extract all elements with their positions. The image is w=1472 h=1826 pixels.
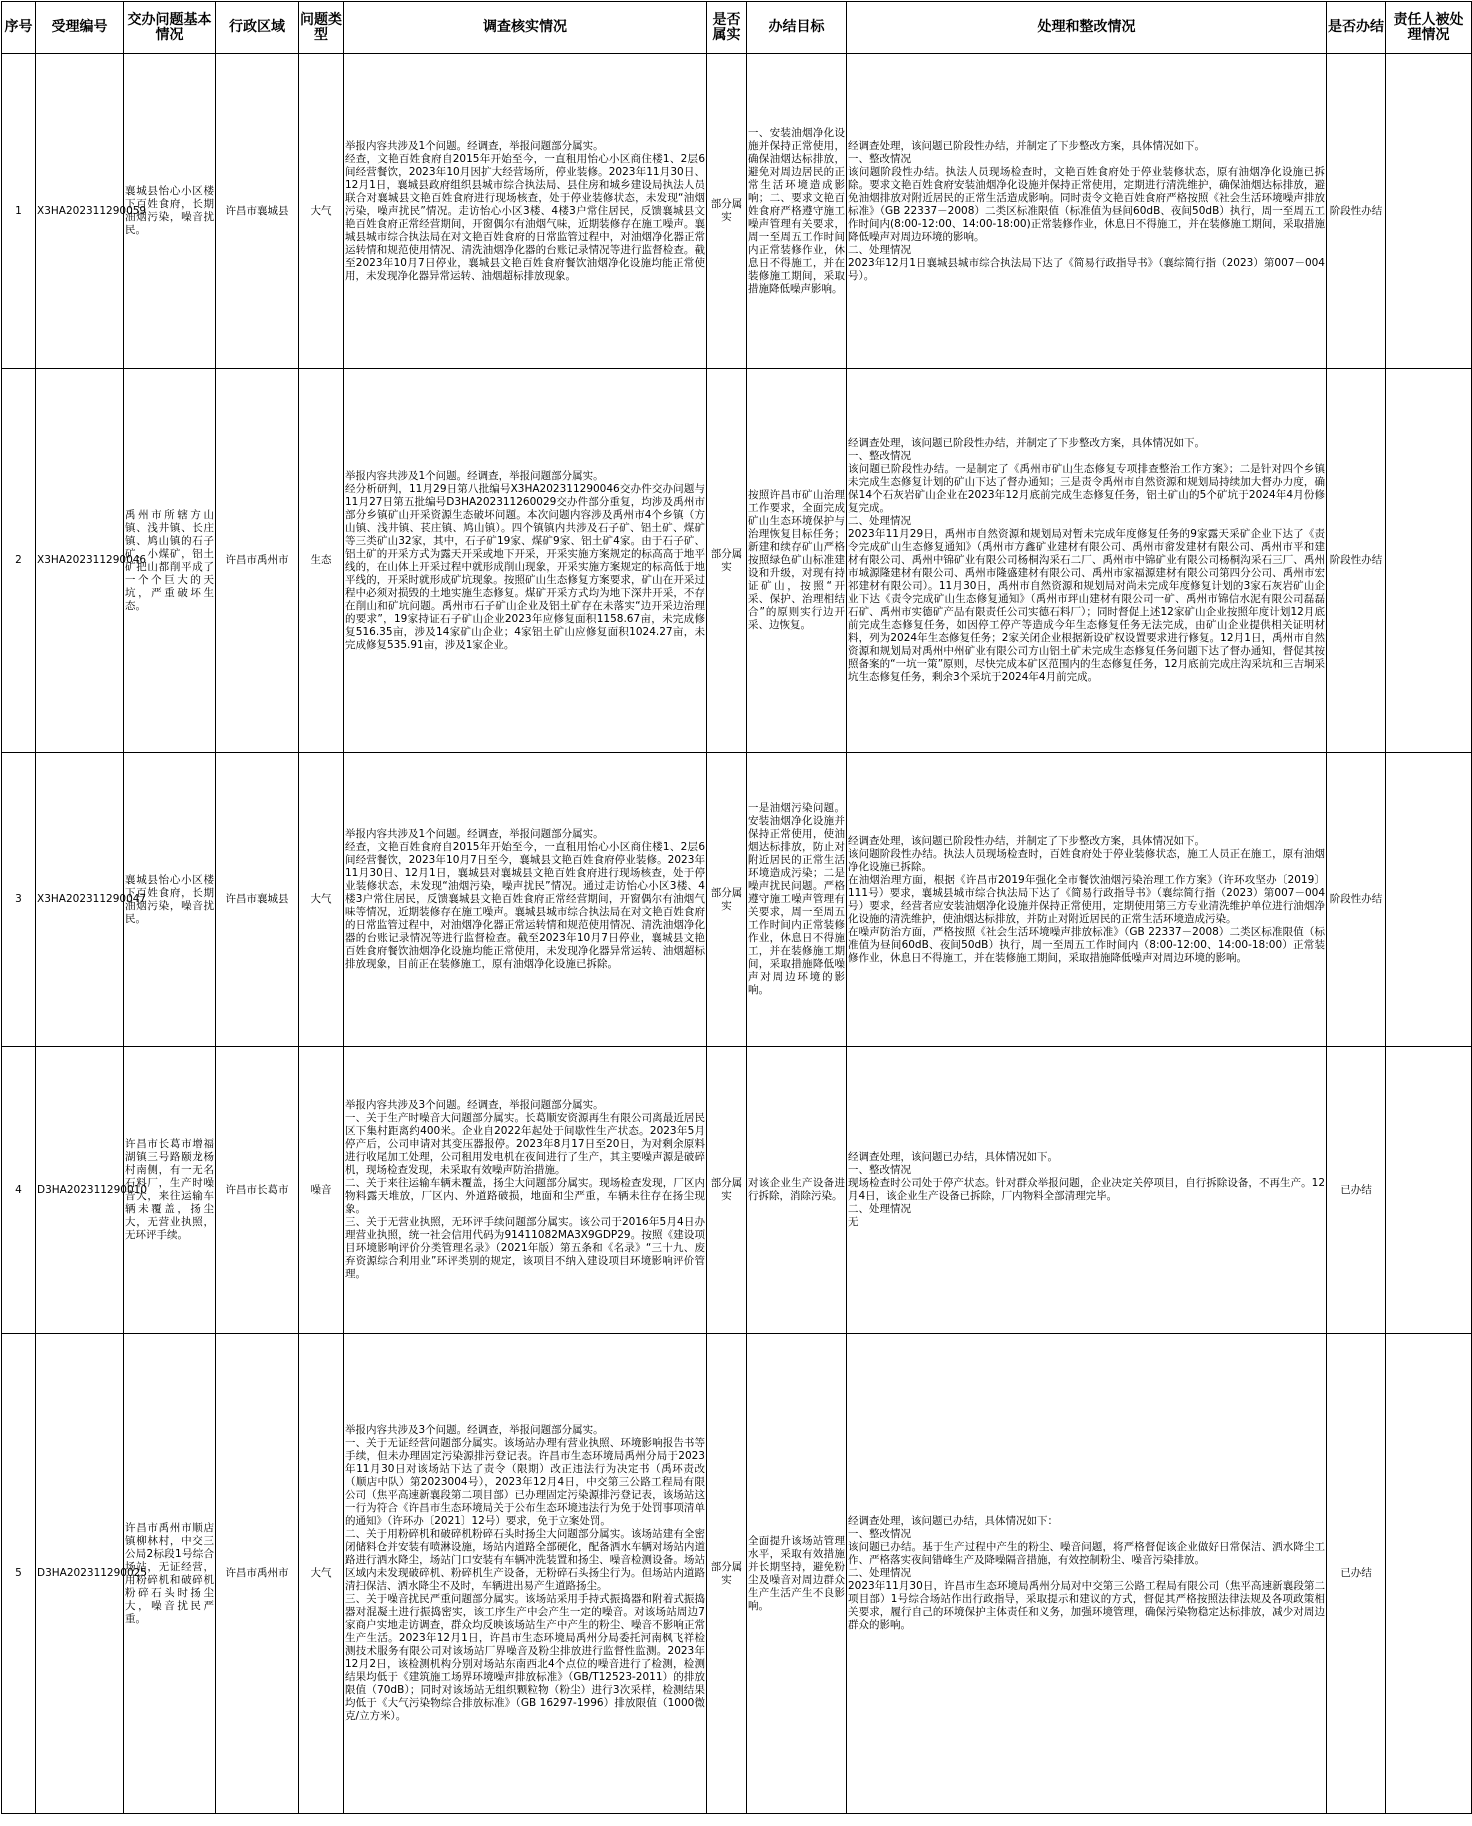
header-region: 行政区域 — [216, 2, 299, 54]
paragraph: 举报内容共涉及3个问题。经调查，举报问题部分属实。 — [345, 1099, 604, 1111]
paragraph: 该问题已阶段性办结。一是制定了《禹州市矿山生态修复专项排查整治工作方案》；二是针对四个乡镇未完成生态修复计划的矿山下达了督办通知；三是责令禹州市自然资源和规划局持续加大督办力度，确保14个石灰岩矿山企业在2023年12月底前完成生态修复任务，铝土矿山的5个矿坑于2024年4月份修复完成。 — [848, 463, 1325, 514]
paragraph: 经调查处理，该问题已办结，具体情况如下。 — [848, 1151, 1058, 1163]
paragraph: 一、关于无证经营问题部分属实。该场站办理有营业执照、环境影响报告书等手续，但未办理固定污染源排污登记表。许昌市生态环境局禹州分局于2023年11月30日对该场站下达了责令（限期）改正违法行为决定书（禹环责改（顺店中队）第2023004号），2023年12月4日，中交第三公路工程局有限公司（焦平高速新襄段第二项目部）已办理固定污染源排污登记表，该场站这一行为符合《许昌市生态环境局关于公布生态环境违法行为免于处罚事项清单的通知》（许环办〔2021〕12号）要求，免于立案处罚。 — [345, 1437, 705, 1527]
row-region: 许昌市襄城县 — [216, 753, 299, 1047]
row-done: 阶段性办结 — [1327, 54, 1386, 369]
paragraph: 2023年11月29日，禹州市自然资源和规划局对暂未完成年度修复任务的9家露天采矿企业下达了《责令完成矿山生态修复通知》（禹州市方鑫矿业建材有限公司、禹州市畲发建材有限公司、禹州市平和建材有限公司、禹州中锦矿业有限公司杨桐沟采石二厂、禹州市中锦矿业有限公司杨桐沟采石三厂、禹州市城源隆建材有限公司、禹州市隆盛建材有限公司、禹州市家福源建材有限公司第四分公司、禹州市宏祁建材有限公司）。11月30日，禹州市自然资源和规划局对尚未完成年度修复计划的3家石灰岩矿山企业下达《责令完成矿山生态修复通知》（禹州市玶山建材有限公司一矿、禹州市锦信水泥有限公司磊磊石矿、禹州市实德矿产品有限责任公司实德石料厂）；同时督促上述12家矿山企业按照年度计划12月底前完成生态修复任务，如因停工停产等造成今年生态修复任务无法完成，由矿山企业提供相关证明材料，列为2024年生态修复任务；2家关闭企业根据新设矿权设置要求进行修复。12月1日，禹州市自然资源和规划局对禹州中州矿业有限公司方山铝土矿未完成生态修复任务问题下达了督办通知，督促其按照备案的“一坑一策”原则，尽快完成本矿区范围内的生态修复任务，12月底前完成庄沟采坑和三吉垌采坑生态修复任务，剩余3个采坑于2024年4月前完成。 — [848, 528, 1325, 683]
row-type: 大气 — [299, 1334, 344, 1814]
row-issue: 襄城县怡心小区楼下百姓食府，长期油烟污染，噪音扰民。 — [124, 753, 216, 1047]
row-number: 2 — [2, 369, 36, 753]
row-resp — [1386, 54, 1472, 369]
paragraph: 该问题已办结。基于生产过程中产生的粉尘、噪音问题，将严格督促该企业做好日常保洁、洒水降尘工作、严格落实夜间错峰生产及降噪隔音措施，有效控制粉尘、噪音污染排放。 — [848, 1541, 1325, 1566]
row-handling — [847, 1047, 1327, 1334]
paragraph: 一、整改情况 — [848, 152, 911, 165]
row-code: X3HA202311290046 — [36, 369, 124, 753]
paragraph: 经查，文艳百姓食府自2015年开始至今，一直租用怡心小区商住楼1、2层6间经营餐饮，2023年10月7日至今，襄城县文艳百姓食府停业装修。2023年11月30日、12月1日，襄城县对襄城县文艳百姓食府进行现场核查，处于停业装修状态，未发现“油烟污染，噪声扰民”情况。通过走访怡心小区3楼、4楼3户常住居民，反馈襄城县文艳百姓食府正常经营期间，开窗偶尔有油烟气味等情况，近期装修存在施工噪声。襄城县城市综合执法局在对文艳百姓食府的日常监管过程中，对油烟净化器正常运转情和规范使用情况、清洗油烟净化器的台账记录情况等进行监督检查。截至2023年10月7日停业，襄城县文艳百姓食府餐饮油烟净化设施均能正常使用，未发现净化器异常运转、油烟超标排放现象，目前正在装修施工，原有油烟净化设施已拆除。 — [345, 841, 705, 970]
row-true: 部分属实 — [707, 1047, 747, 1334]
paragraph: 举报内容共涉及1个问题。经调查，举报问题部分属实。 — [345, 828, 604, 840]
paragraph: 在噪声防治方面，严格按照《社会生活环境噪声排放标准》（GB 22337－2008）二类区标准限值（标准值为昼间60dB、夜间50dB）执行，周一至周五工作时间内（8:00-12:00、14:00-18:00）正常装修作业，休息日不得施工，并在装修施工期间，采取措施降低噪声对周边环境的影响。 — [848, 925, 1325, 964]
paragraph: 经查，文艳百姓食府自2015年开始至今，一直租用怡心小区商住楼1、2层6间经营餐饮，2023年10月因扩大经营场所，停业装修。2023年11月30日、12月1日，襄城县政府组织县城市综合执法局、县住房和城乡建设局执法人员联合对襄城县文艳百姓食府进行现场核查，处于停业装修状态，未发现“油烟污染，噪声扰民”情况。走访怡心小区3楼、4楼3户常住居民，反馈襄城县文艳百姓食府正常经营期间，开窗偶尔有油烟气味，近期装修存在施工噪声。襄城县城市综合执法局在对文艳百姓食府的日常监管过程中，对油烟净化器正常运转情和规范使用情况、清洗油烟净化器的台账记录情况等进行监督检查。截至2023年10月7日停业，襄城县文艳百姓食府餐饮油烟净化设施均能正常使用，未发现净化器异常运转、油烟超标排放现象。 — [345, 152, 705, 282]
header-no: 序号 — [2, 2, 36, 54]
row-goal: 全面提升该场站管理水平，采取有效措施并长期坚持，避免粉尘及噪音对周边群众生产生活产生不良影响。 — [747, 1334, 847, 1814]
row-resp — [1386, 753, 1472, 1047]
paragraph: 二、关于用粉碎机和破碎机粉碎石头时扬尘大问题部分属实。该场站建有全密闭储料仓并安装有喷淋设施，场站内道路全部硬化，配备洒水车辆对场站内道路进行洒水降尘，场站门口安装有车辆冲洗装置和扬尘、噪音检测设备。场站区域内未发现破碎机、粉碎机生产设备，无粉碎石头扬尘行为。但场站内道路清扫保洁、洒水降尘不及时，车辆进出易产生道路扬尘。 — [345, 1528, 705, 1592]
paragraph: 2023年12月1日襄城县城市综合执法局下达了《简易行政指导书》（襄综简行指（2023）第007－004号）。 — [848, 256, 1325, 282]
header-goal: 办结目标 — [747, 2, 847, 54]
row-true: 部分属实 — [707, 54, 747, 369]
row-investigation — [344, 753, 707, 1047]
header-investigation: 调查核实情况 — [344, 2, 707, 54]
row-number: 4 — [2, 1047, 36, 1334]
row-type: 噪音 — [299, 1047, 344, 1334]
row-handling — [847, 369, 1327, 753]
row-issue: 襄城县怡心小区楼下百姓食府，长期油烟污染，噪音扰民。 — [124, 54, 216, 369]
row-handling — [847, 1334, 1327, 1814]
row-done: 阶段性办结 — [1327, 369, 1386, 753]
table-row — [2, 1047, 1472, 1334]
row-region: 许昌市长葛市 — [216, 1047, 299, 1334]
paragraph: 二、关于来往运输车辆未覆盖，扬尘大问题部分属实。现场检查发现，厂区内物料露天堆放，厂区内、外道路破损，地面和尘严重，车辆未往存在扬尘现象。 — [345, 1177, 705, 1215]
row-issue: 禹州市所辖方山镇、浅井镇、长庄镇、鸠山镇的石子矿、小煤矿，铝土矿把山都削平成了一个个巨大的天坑，严重破坏生态。 — [124, 369, 216, 753]
paragraph: 该问题阶段性办结。执法人员现场检查时，百姓食府处于停业装修状态，施工人员正在施工，原有油烟净化设施已拆除。 — [848, 847, 1325, 873]
row-goal: 一、安装油烟净化设施并保持正常使用，确保油烟达标排放，避免对周边居民的正常生活环境造成影响；二、要求文艳百姓食府严格遵守施工噪声管理有关要求，周一至周五工作时间内正常装修作业，休息日不得施工，并在装修施工期间，采取措施降低噪声影响。 — [747, 54, 847, 369]
row-region: 许昌市禹州市 — [216, 369, 299, 753]
header-row — [2, 2, 1472, 54]
row-goal: 按照许昌市矿山治理工作要求，全面完成矿山生态环境保护与治理恢复目标任务；新建和续存矿山严格按照绿色矿山标准建设和升级，对现有持证矿山，按照“开采、保护、治理相结合”的原则实行边开采、边恢复。 — [747, 369, 847, 753]
row-investigation — [344, 369, 707, 753]
row-type: 大气 — [299, 753, 344, 1047]
paragraph: 三、关于噪音扰民严重问题部分属实。该场站采用手持式振捣器和附着式振捣器对混凝土进行振捣密实，该工序生产中会产生一定的噪音。对该场站周边7家商户实地走访调查，群众均反映该场站生产中产生的粉尘、噪音不影响正常生产生活。2023年12月1日，许昌市生态环境局禹州分局委托河南枫飞祥检测技术服务有限公司对该场站厂界噪音及粉尘排放进行监督性监测。2023年12月2日，该检测机构分别对场站东南西北4个点位的噪音进行了检测，检测结果均低于《建筑施工场界环境噪声排放标准》（GB/T12523-2011）的排放限值（70dB）；同时对该场站无组织颗粒物（粉尘）进行3次采样，检测结果均低于《大气污染物综合排放标准》（GB 16297-1996）排放限值（1000微克/立方米）。 — [345, 1593, 705, 1722]
row-code: D3HA202311290010 — [36, 1047, 124, 1334]
paragraph: 经调查处理，该问题已办结，具体情况如下： — [848, 1515, 1058, 1527]
case-table — [1, 1, 1472, 1814]
header-done: 是否办结 — [1327, 2, 1386, 54]
header-code: 受理编号 — [36, 2, 124, 54]
row-done: 已办结 — [1327, 1334, 1386, 1814]
row-handling — [847, 54, 1327, 369]
row-goal: 一是油烟污染问题。安装油烟净化设施并保持正常使用，使油烟达标排放，防止对附近居民的正常生活环境造成污染；二是噪声扰民问题。严格遵守施工噪声管理有关要求，周一至周五工作时间内正常装修作业，休息日不得施工，并在装修施工期间，采取措施降低噪声对周边环境的影响。 — [747, 753, 847, 1047]
table-row — [2, 54, 1472, 369]
row-true: 部分属实 — [707, 753, 747, 1047]
paragraph: 一、关于生产时噪音大问题部分属实。长葛顺安资源再生有限公司离最近居民区下集村距离约400米。企业自2022年起处于间歇性生产状态。2023年5月停产后，公司申请对其变压器报停。2023年8月17日至20日，为对剩余原料进行收尾加工处理，公司租用发电机在夜间进行了生产，其主要噪声源是破碎机，现场检查发现，未采取有效噪声防治措施。 — [345, 1112, 705, 1176]
paragraph: 经调查处理，该问题已阶段性办结，并制定了下步整改方案，具体情况如下。 — [848, 834, 1205, 847]
header-true: 是否属实 — [707, 2, 747, 54]
row-handling — [847, 753, 1327, 1047]
row-number: 1 — [2, 54, 36, 369]
paragraph: 二、处理情况 — [848, 243, 911, 256]
row-true: 部分属实 — [707, 369, 747, 753]
header-type: 问题类型 — [299, 2, 344, 54]
paragraph: 三、关于无营业执照，无环评手续问题部分属实。该公司于2016年5月4日办理营业执照，统一社会信用代码为91411082MA3X9GDP29。按照《建设项目环境影响评价分类管理名录》（2021年版）第五条和《名录》“三十九、废弃资源综合利用业”环评类别的规定，该项目不纳入建设项目环境影响评价管理。 — [345, 1216, 705, 1280]
paragraph: 现场检查时公司处于停产状态。针对群众举报问题，企业决定关停项目，自行拆除设备，不再生产。12月4日，该企业生产设备已拆除，厂内物料全部清理完毕。 — [848, 1177, 1325, 1202]
row-type: 大气 — [299, 54, 344, 369]
row-resp — [1386, 1334, 1472, 1814]
table-row — [2, 1334, 1472, 1814]
row-done: 阶段性办结 — [1327, 753, 1386, 1047]
paragraph: 该问题阶段性办结。执法人员现场检查时，文艳百姓食府处于停业装修状态，原有油烟净化设施已拆除。要求文艳百姓食府安装油烟净化设施并保持正常使用，定期进行清洗维护，确保油烟达标排放，避免油烟排放对附近居民的正常生活造成影响。同时责令文艳百姓食府严格按照《社会生活环境噪声排放标准》（GB 22337－2008）二类区标准限值（标准值为昼间60dB、夜间50dB）执行，周一至周五工作时间内(8:00-12:00、14:00-18:00)正常装修作业，休息日不得施工，并在装修施工期间，采取措施降低噪声对周边环境的影响。 — [848, 165, 1325, 243]
paragraph: 无 — [848, 1216, 859, 1228]
paragraph: 经调查处理，该问题已阶段性办结，并制定了下步整改方案，具体情况如下。 — [848, 139, 1205, 152]
row-investigation — [344, 1047, 707, 1334]
row-investigation — [344, 54, 707, 369]
row-number: 5 — [2, 1334, 36, 1814]
header-handling: 处理和整改情况 — [847, 2, 1327, 54]
paragraph: 举报内容共涉及1个问题。经调查，举报问题部分属实。 — [345, 139, 604, 152]
row-true: 部分属实 — [707, 1334, 747, 1814]
row-issue: 许昌市长葛市增福湖镇三号路颐龙杨村南侧，有一无名石料厂，生产时噪音大，来往运输车辆未覆盖，扬尘大，无营业执照，无环评手续。 — [124, 1047, 216, 1334]
paragraph: 二、处理情况 — [848, 1567, 911, 1579]
row-goal: 对该企业生产设备进行拆除，消除污染。 — [747, 1047, 847, 1334]
row-done: 已办结 — [1327, 1047, 1386, 1334]
paragraph: 二、处理情况 — [848, 515, 911, 527]
paragraph: 一、整改情况 — [848, 450, 911, 462]
paragraph: 举报内容共涉及1个问题。经调查，举报问题部分属实。 — [345, 469, 604, 482]
row-code: X3HA202311290059 — [36, 54, 124, 369]
table-row — [2, 753, 1472, 1047]
row-resp — [1386, 1047, 1472, 1334]
paragraph: 2023年11月30日，许昌市生态环境局禹州分局对中交第三公路工程局有限公司（焦平高速新襄段第二项目部）1号综合场站作出行政指导，采取提示和建议的方式，督促其严格按照法律法规及各项政策相关要求，履行自己的环境保护主体责任和义务，加强环境管理，确保污染物稳定达标排放，减少对周边群众的影响。 — [848, 1580, 1325, 1631]
row-type: 生态 — [299, 369, 344, 753]
paragraph: 一、整改情况 — [848, 1164, 911, 1176]
row-resp — [1386, 369, 1472, 753]
row-investigation — [344, 1334, 707, 1814]
row-code: D3HA202311290025 — [36, 1334, 124, 1814]
header-resp: 责任人被处理情况 — [1386, 2, 1472, 54]
paragraph: 经分析研判，11月29日第八批编号X3HA202311290046交办件交办问题与11月27日第五批编号D3HA202311260029交办件部分重复，均涉及禹州市部分乡镇矿山开采资源生态破坏问题。本次问题内容涉及禹州市4个乡镇（方山镇、浅井镇、苌庄镇、鸠山镇）。四个镇镇内共涉及石子矿、铝土矿、煤矿等三类矿山32家，其中，石子矿19家、煤矿9家、铝土矿4家。由于石子矿、铝土矿的开采方式为露天开采或地下开采，开采实施方案规定的标高高于地平线的，在山体上开采过程中就形成削山现象，开采实施方案规定的标高低于地平线的，开采时就形成矿坑现象。按照矿山生态修复方案要求，矿山在开采过程中必须对损毁的土地实施生态修复。煤矿开采方式均为地下深井开采，不存在削山和矿坑问题。禹州市石子矿山企业及铝土矿存在未落实“边开采边治理的要求”，19家持证石子矿山企业2023年应修复面积1158.67亩，未完成修复516.35亩，涉及14家矿山企业；4家铝土矿山应修复面积1024.27亩，未完成修复535.91亩，涉及1家企业。 — [345, 482, 705, 651]
paragraph: 在油烟治理方面，根据《许昌市2019年强化全市餐饮油烟污染治理工作方案》（许环攻坚办〔2019〕111号）要求，襄城县城市综合执法局下达了《简易行政指导书》（襄综简行指（2023）第007－004号）要求，经营者应安装油烟净化设施并保持正常使用，定期使用第三方专业清洗维护单位进行油烟净化设施的清洗维护，使油烟达标排放，并防止对附近居民的正常生活环境造成污染。 — [848, 873, 1325, 925]
row-region: 许昌市襄城县 — [216, 54, 299, 369]
row-code: X3HA202311290047 — [36, 753, 124, 1047]
row-issue: 许昌市禹州市顺店镇柳林村，中交三公局2标段1号综合场站，无证经营，用粉碎机和破碎机粉碎石头时扬尘大，噪音扰民严重。 — [124, 1334, 216, 1814]
table-row — [2, 369, 1472, 753]
paragraph: 二、处理情况 — [848, 1203, 911, 1215]
header-issue: 交办问题基本情况 — [124, 2, 216, 54]
paragraph: 一、整改情况 — [848, 1528, 911, 1540]
row-number: 3 — [2, 753, 36, 1047]
row-region: 许昌市禹州市 — [216, 1334, 299, 1814]
paragraph: 举报内容共涉及3个问题。经调查，举报问题部分属实。 — [345, 1424, 604, 1436]
paragraph: 经调查处理，该问题已阶段性办结，并制定了下步整改方案，具体情况如下。 — [848, 437, 1205, 449]
